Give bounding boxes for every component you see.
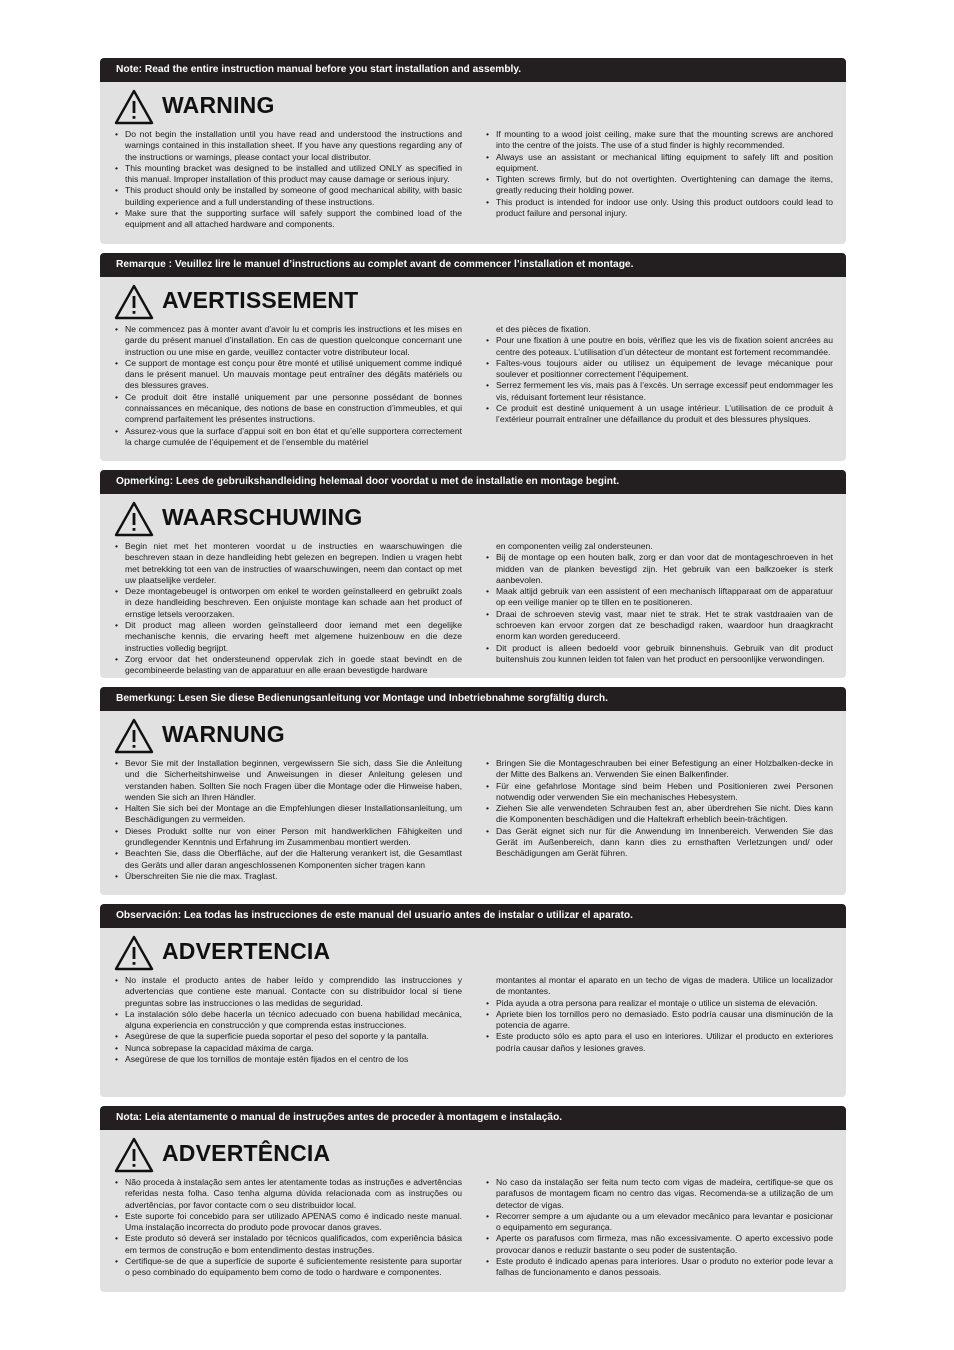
instruction-item: • Apriete bien los tornillos pero no demasiado. Esto podría causar una disminución de la potencia de agarre. bbox=[496, 1009, 833, 1032]
instruction-item: • Draai de schroeven stevig vast, maar niet te strak. Het te strak vastdraaien van de schroeven kan ervoor zorgen dat ze beschadigd raken, waardoor hun draagkracht enorm kan worden gereduceerd. bbox=[496, 609, 833, 643]
warning-heading bbox=[100, 935, 846, 973]
instruction-item: • No caso da instalação ser feita num tecto com vigas de madeira, certifique-se que os parafusos de montagem ficam no centro das vigas. Recomenda-se a utilização de um detector de vigas. bbox=[496, 1177, 833, 1211]
instruction-item: • Este producto sólo es apto para el uso en interiores. Utilizar el producto en exteriores podría causar daños y lesiones graves. bbox=[496, 1031, 833, 1054]
instruction-item: • Nunca sobrepase la capacidad máxima de carga. bbox=[125, 1043, 462, 1054]
instruction-item: • Bevor Sie mit der Installation beginnen, vergewissern Sie sich, dass Sie die Anleitung und die Sicherheitshinweise und Anweisungen in dieser Anleitung gelesen und verstanden haben. Sollten Sie noch Fragen über die Montage oder die Hinweise haben, wenden Sie sich an Ihren Händler. bbox=[125, 758, 462, 803]
left-column bbox=[114, 541, 462, 677]
warning-triangle-icon bbox=[114, 89, 154, 125]
instruction-item: • Beachten Sie, dass die Oberfläche, auf der die Halterung verankert ist, die Gesamtlast des Geräts und aller daran angeschlossenen Komponenten sicher tragen kann bbox=[125, 848, 462, 871]
warning-heading bbox=[100, 1137, 846, 1175]
note-bar: Opmerking: Lees de gebruikshandleiding helemaal door voordat u met de installatie en montage begint. bbox=[100, 470, 846, 494]
instruction-item: • Serrez fermement les vis, mais pas à l’excès. Un serrage excessif peut endommager les vis, réduisant fortement leur résistance. bbox=[496, 380, 833, 403]
instruction-item: • Always use an assistant or mechanical lifting equipment to safely lift and position equipment. bbox=[496, 152, 833, 175]
instruction-item: • Pida ayuda a otra persona para realizar el montaje o utilice un sistema de elevación. bbox=[496, 998, 833, 1009]
instruction-item: • No instale el producto antes de haber leído y comprendido las instrucciones y advertencias que contiene este manual. Contacte con su distribuidor local si tiene preguntas sobre las instrucciones o las medidas de seguridad. bbox=[125, 975, 462, 1009]
section-title: ADVERTÊNCIA bbox=[162, 1140, 331, 1166]
warning-section bbox=[100, 1106, 846, 1292]
note-bar: Remarque : Veuillez lire le manuel d’instructions au complet avant de commencer l’installation et montage. bbox=[100, 253, 846, 277]
instruction-item: • Faîtes-vous toujours aider ou utilisez un équipement de levage mécanique pour soulever et positionner correctement l’équipement. bbox=[496, 358, 833, 381]
note-bar: Note: Read the entire instruction manual before you start installation and assembly. bbox=[100, 58, 846, 82]
instruction-item: montantes al montar el aparato en un techo de vigas de madera. Utilice un localizador de montantes. bbox=[496, 975, 833, 997]
instruction-item: • Certifique-se de que a superfície de suporte é suficientemente resistente para suportar o peso combinado do equipamento bem como de todo o hardware e componentes. bbox=[125, 1256, 462, 1279]
note-bar: Bemerkung: Lesen Sie diese Bedienungsanleitung vor Montage und Inbetriebnahme sorgfältig durch. bbox=[100, 687, 846, 711]
warning-section bbox=[100, 470, 846, 678]
instruction-item: • This product should only be installed by someone of good mechanical ability, with basic building experience and a full understanding of these instructions. bbox=[125, 185, 462, 208]
warning-section bbox=[100, 904, 846, 1097]
warning-triangle-icon bbox=[114, 1137, 154, 1173]
instruction-item: en componenten veilig zal ondersteunen. bbox=[496, 541, 653, 551]
right-column bbox=[485, 758, 833, 860]
instruction-item: • Bij de montage op een houten balk, zorg er dan voor dat de montageschroeven in het midden van de planken bevestigd zijn. Het gebruik van een balkzoeker is sterk aanbevolen. bbox=[496, 552, 833, 586]
section-title: WARNING bbox=[162, 92, 275, 118]
instruction-item: • Begin niet met het monteren voordat u de instructies en waarschuwingen die beschreven staan in deze handleiding hebt gelezen en begrepen. Indien u vragen hebt met betrekking tot een van de instructies of waarschuwingen, neem dan contact op met uw plaatselijke verdeler. bbox=[125, 541, 462, 586]
instruction-item: • Ce support de montage est conçu pour être monté et utilisé uniquement comme indiqué dans le présent manuel. Un mauvais montage peut entraîner des dégâts matériels ou des blessures graves. bbox=[125, 358, 462, 392]
instruction-item: • Ne commencez pas à monter avant d’avoir lu et compris les instructions et les mises en garde du présent manuel d’installation. En cas de question quelconque concernant une instruction ou une mise en garde, veuillez contacter votre distributeur local. bbox=[125, 324, 462, 358]
warning-section bbox=[100, 58, 846, 244]
left-column bbox=[114, 758, 462, 882]
warning-triangle-icon bbox=[114, 284, 154, 320]
section-title: ADVERTENCIA bbox=[162, 938, 331, 964]
warning-heading bbox=[100, 89, 846, 127]
section-title: AVERTISSEMENT bbox=[162, 287, 359, 313]
instruction-item: • Für eine gefahrlose Montage sind beim Heben und Positionieren zwei Personen notwendig oder verwenden Sie ein mechanisches Hebesystem. bbox=[496, 781, 833, 804]
warning-triangle-icon bbox=[114, 935, 154, 971]
instruction-item: • Ce produit doit être installé uniquement par une personne possédant de bonnes connaissances en mécanique, des notions de base en construction d’immeubles, et qui comprend parfaitement les présentes instructions. bbox=[125, 392, 462, 426]
instruction-item: • Pour une fixation à une poutre en bois, vérifiez que les vis de fixation soient ancrées au centre des poteaux. L’utilisation d’un détecteur de montant est fortement recommandée. bbox=[496, 335, 833, 358]
instruction-item: • Ce produit est destiné uniquement à un usage intérieur. L’utilisation de ce produit à l’extérieur pourrait entraîner une défaillance du produit et des blessures physiques. bbox=[496, 403, 833, 426]
warning-section bbox=[100, 253, 846, 461]
left-column bbox=[114, 324, 462, 448]
instruction-item: • Aperte os parafusos com firmeza, mas não excessivamente. O aperto excessivo pode provocar danos e reduzir bastante o seu poder de sustentação. bbox=[496, 1233, 833, 1256]
right-column bbox=[485, 541, 833, 665]
warning-triangle-icon bbox=[114, 501, 154, 537]
instruction-item: • Make sure that the supporting surface will safely support the combined load of the equipment and all attached hardware and components. bbox=[125, 208, 462, 231]
instruction-item: • Do not begin the installation until you have read and understood the instructions and warnings contained in this installation sheet. If you have any questions regarding any of the instructions or warnings, please contact your local distributor. bbox=[125, 129, 462, 163]
instruction-item: • Deze montagebeugel is ontworpen om enkel te worden geïnstalleerd en gebruikt zoals in deze handleiding beschreven. Een onjuiste montage kan schade aan het product of ernstige letsels veroorzaken. bbox=[125, 586, 462, 620]
warning-triangle-icon bbox=[114, 718, 154, 754]
warning-heading bbox=[100, 718, 846, 756]
instruction-item: • Este suporte foi concebido para ser utilizado APENAS como é indicado neste manual. Uma instalação incorrecta do produto pode provocar danos graves. bbox=[125, 1211, 462, 1234]
instruction-item: • This product is intended for indoor use only. Using this product outdoors could lead to product failure and personal injury. bbox=[496, 197, 833, 220]
right-column bbox=[485, 975, 833, 1054]
note-bar: Observación: Lea todas las instrucciones de este manual del usuario antes de instalar o utilizar el aparato. bbox=[100, 904, 846, 928]
instruction-item: et des pièces de fixation. bbox=[496, 324, 591, 334]
instruction-item: • Halten Sie sich bei der Montage an die Empfehlungen dieser Installationsanleitung, um Beschädigungen zu vermeiden. bbox=[125, 803, 462, 826]
instruction-item: • La instalación sólo debe hacerla un técnico adecuado con buena habilidad mecánica, alguna experiencia en construcción y que comprenda estas instrucciones. bbox=[125, 1009, 462, 1032]
instruction-item: • Este produto é indicado apenas para interiores. Usar o produto no exterior pode levar a falhas de funcionamento e danos pessoais. bbox=[496, 1256, 833, 1279]
section-title: WAARSCHUWING bbox=[162, 504, 363, 530]
instruction-item: • Asegúrese de que los tornillos de montaje estén fijados en el centro de los bbox=[125, 1054, 462, 1065]
left-column bbox=[114, 129, 462, 231]
instruction-item: • Asegúrese de que la superficie pueda soportar el peso del soporte y la pantalla. bbox=[125, 1031, 462, 1042]
instruction-item: • Bringen Sie die Montageschrauben bei einer Befestigung an einer Holzbalken-decke in der Mitte des Balkens an. Verwenden Sie einen Balkenfinder. bbox=[496, 758, 833, 781]
instruction-item: • Este produto só deverá ser instalado por técnicos qualificados, com experiência básica em termos de construção e bom entendimento destas instruções. bbox=[125, 1233, 462, 1256]
instruction-item: • Dieses Produkt sollte nur von einer Person mit handwerklichen Fähigkeiten und grundlegender Kenntnis und Erfahrung im Zusammenbau montiert werden. bbox=[125, 826, 462, 849]
instruction-item: • Dit product is alleen bedoeld voor gebruik binnenshuis. Gebruik van dit product buitenshuis zou kunnen leiden tot falen van het product en persoonlijke verwondingen. bbox=[496, 643, 833, 666]
right-column bbox=[485, 324, 833, 426]
instruction-item: • Tighten screws firmly, but do not overtighten. Overtightening can damage the items, greatly reducing their holding power. bbox=[496, 174, 833, 197]
instruction-item: • Zorg ervoor dat het ondersteunend oppervlak zich in goede staat bevindt en de gecombineerde belasting van de apparatuur en alle eraan bevestigde hardware bbox=[125, 654, 462, 677]
instruction-item: • If mounting to a wood joist ceiling, make sure that the mounting screws are anchored into the centre of the joists. The use of a stud finder is highly recommended. bbox=[496, 129, 833, 152]
warning-heading bbox=[100, 501, 846, 539]
instruction-item: • Recorrer sempre a um ajudante ou a um elevador mecânico para levantar e posicionar o equipamento em segurança. bbox=[496, 1211, 833, 1234]
instruction-item: • Ziehen Sie alle verwendeten Schrauben fest an, aber überdrehen Sie nicht. Dies kann die Komponenten beschädigen und die Haltekraft erheblich beein-trächtigen. bbox=[496, 803, 833, 826]
instruction-item: • Überschreiten Sie nie die max. Traglast. bbox=[125, 871, 462, 882]
instruction-item: • Das Gerät eignet sich nur für die Anwendung im Innenbereich. Verwenden Sie das Gerät im Außenbereich, dann kann dies zu ernsthaften Verletzungen und/ oder Beschädigungen am Gerät führen. bbox=[496, 826, 833, 860]
warning-heading bbox=[100, 284, 846, 322]
right-column bbox=[485, 1177, 833, 1279]
left-column bbox=[114, 975, 462, 1065]
warning-section bbox=[100, 687, 846, 895]
section-title: WARNUNG bbox=[162, 721, 285, 747]
instruction-item: • Assurez-vous que la surface d’appui soit en bon état et qu’elle supportera correctement la charge cumulée de l’équipement et de l’ensemble du matériel bbox=[125, 426, 462, 449]
left-column bbox=[114, 1177, 462, 1279]
right-column bbox=[485, 129, 833, 219]
instruction-item: • Não proceda à instalação sem antes ler atentamente todas as instruções e advertências referidas nesta folha. Caso tenha alguma dúvida relacionada com as instruções ou advertências, por favor contacte com o seu distribuidor local. bbox=[125, 1177, 462, 1211]
instruction-item: • Maak altijd gebruik van een assistent of een mechanisch liftapparaat om de apparatuur op een veilige manier op te tillen en te positioneren. bbox=[496, 586, 833, 609]
instruction-item: • This mounting bracket was designed to be installed and utilized ONLY as specified in this manual. Improper installation of this product may cause damage or serious injury. bbox=[125, 163, 462, 186]
note-bar: Nota: Leia atentamente o manual de instruções antes de proceder à montagem e instalação. bbox=[100, 1106, 846, 1130]
instruction-item: • Dit product mag alleen worden geïnstalleerd door iemand met een degelijke mechanische kennis, die ervaring heeft met algemene huizenbouw en die deze instructies volledig begrijpt. bbox=[125, 620, 462, 654]
